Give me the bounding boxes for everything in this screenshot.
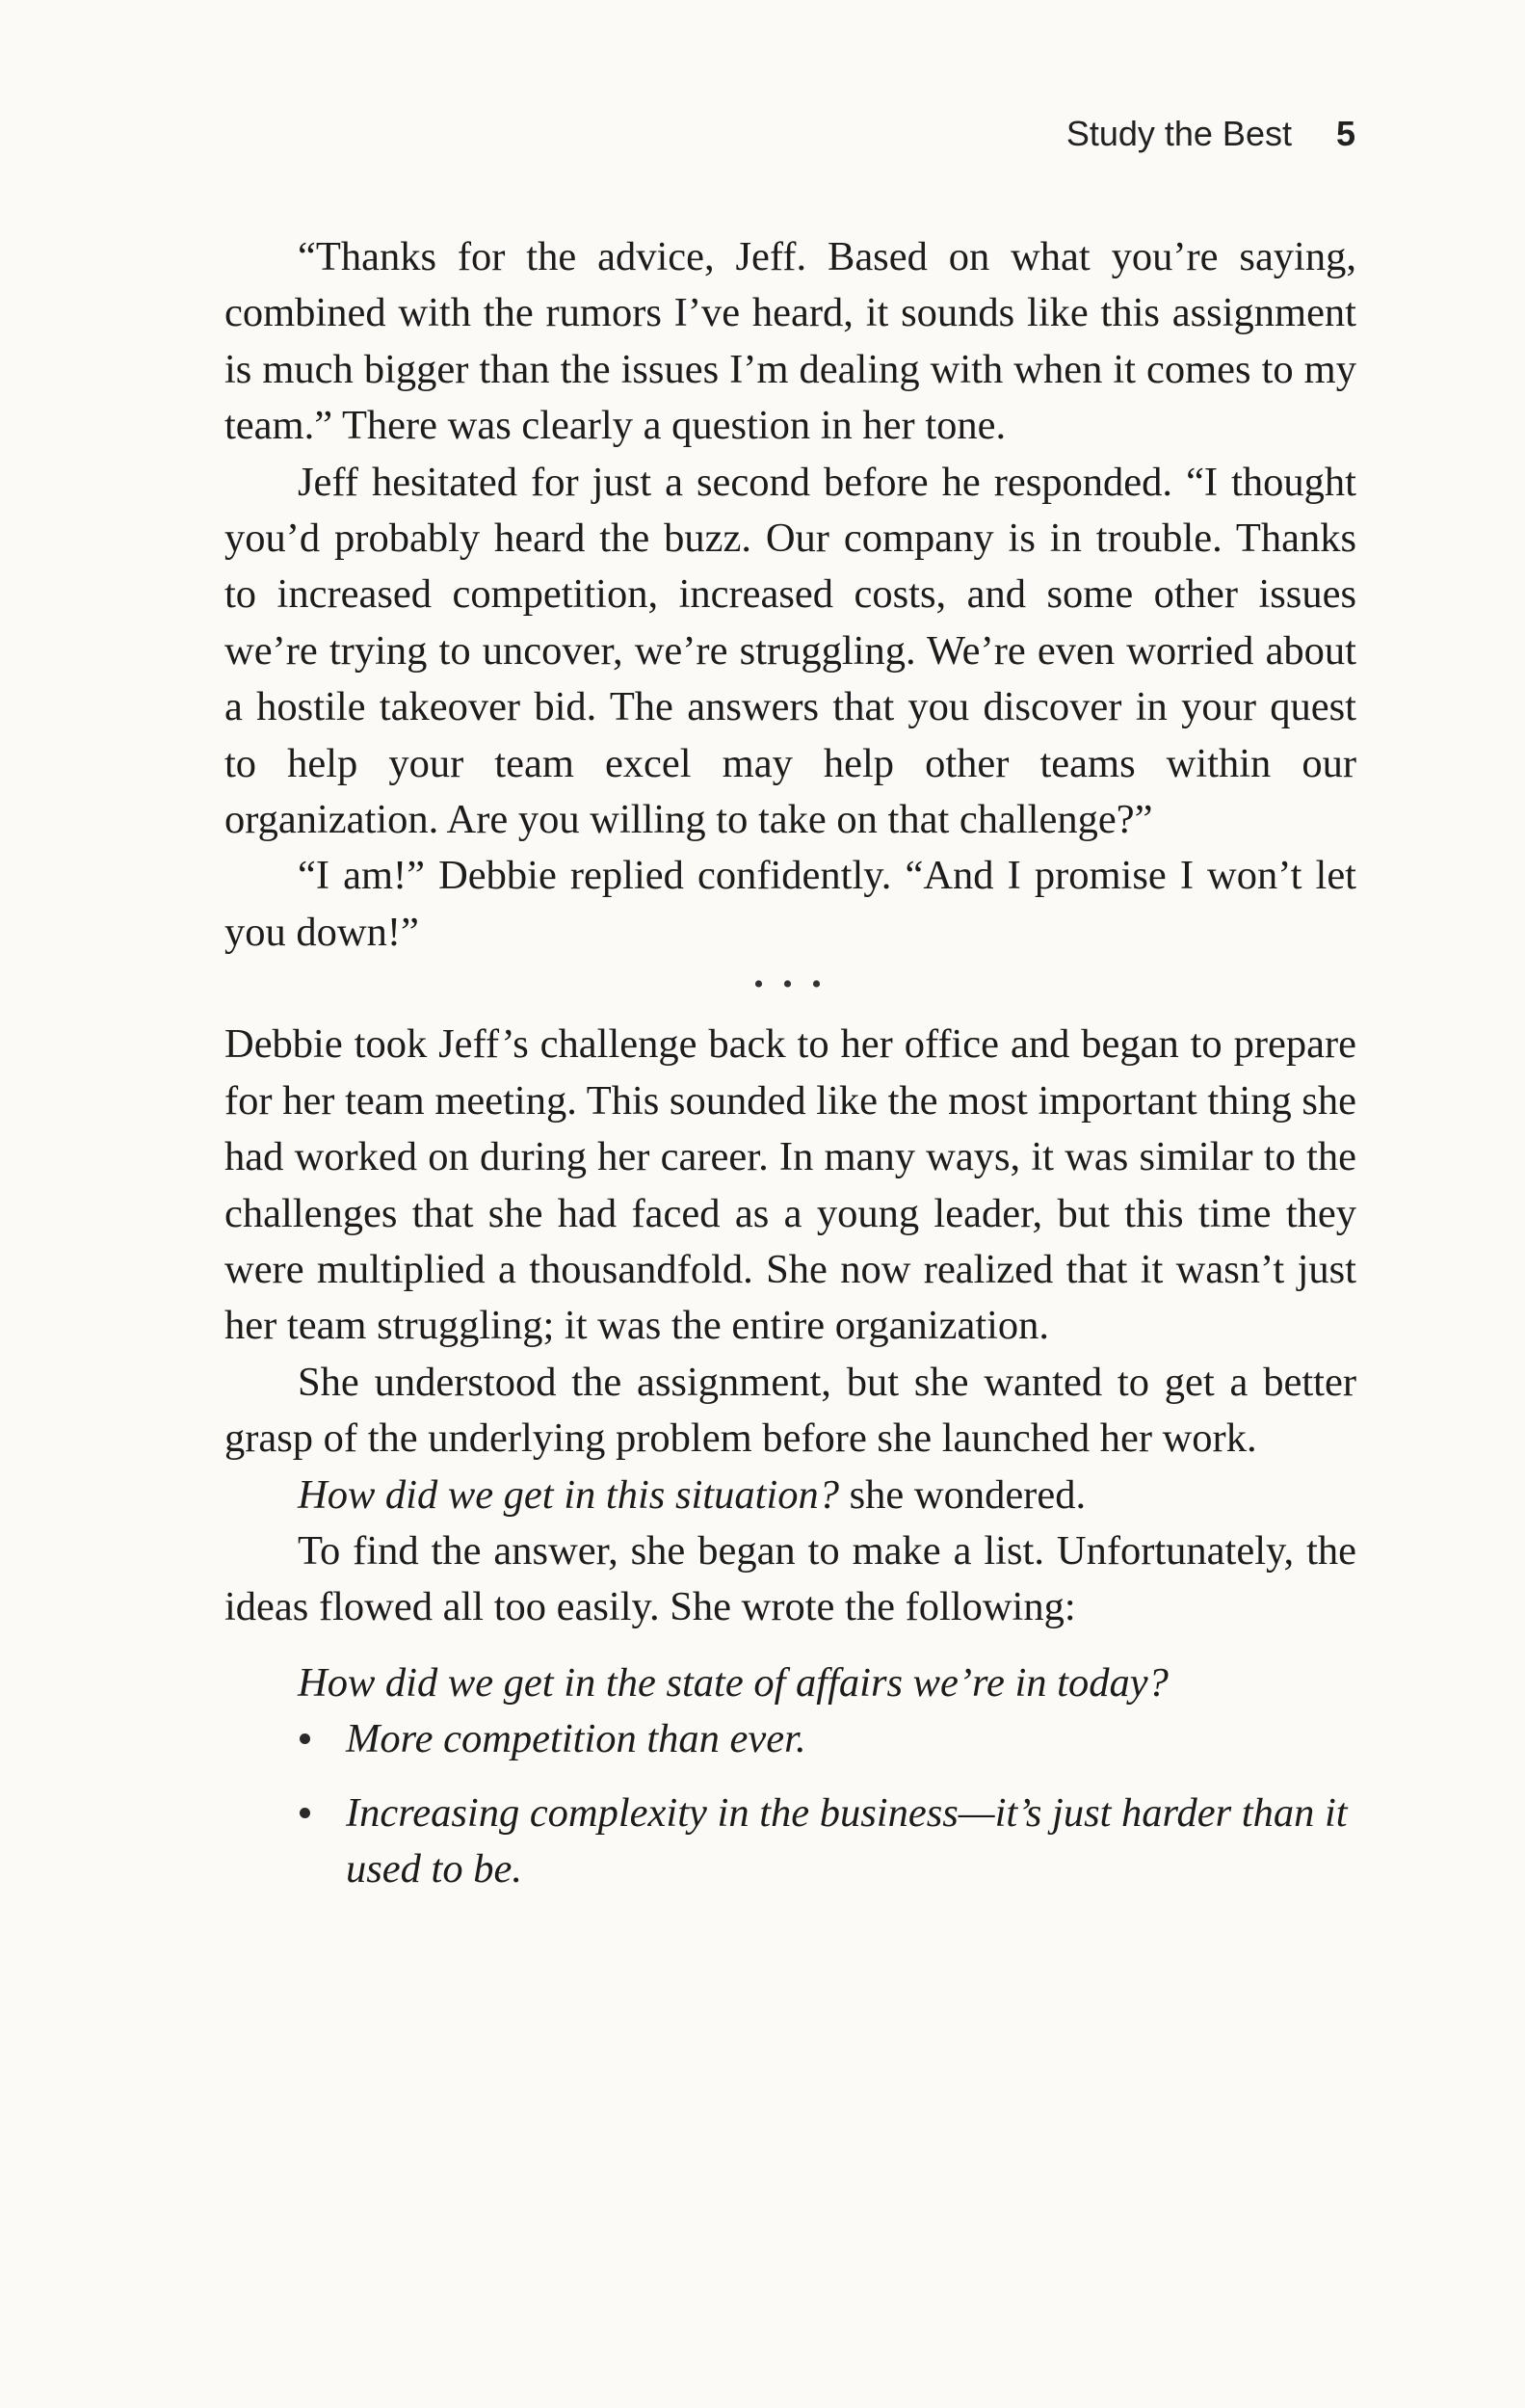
paragraph: To find the answer, she began to make a list. Unfortunately, the ideas flowed all too easily. She wrote the following: [224,1527,1356,1630]
bullet-list [298,1711,1356,1897]
page-number: 5 [1335,114,1355,153]
italic-question: How did we get in this situation? [298,1471,839,1518]
list-block [224,1655,1356,1898]
bullet-icon [300,1808,310,1818]
body-text [224,229,1356,1915]
section-break: • • • [753,968,828,1001]
paragraph: “I am!” Debbie replied confidently. “And I promise I won’t let you down!” [224,853,1356,955]
paragraph: She understood the assignment, but she wanted to get a better grasp of the underlying problem before she launched her work. [224,1359,1356,1462]
paragraph: Debbie took Jeff’s challenge back to her office and began to prepare for her team meeting. This sounded like the most important thing she had worked on during her career. In many ways, it was similar to the challenges that she had faced as a young leader, but this time they were multiplied a thousandfold. She now realized that it wasn’t just her team struggling; it was the entire organization. [224,1021,1356,1349]
paragraph [224,1468,1356,1523]
list-item-text: More competition than ever. [346,1716,806,1762]
paragraph-tail: she wondered. [838,1471,1087,1518]
running-title: Study the Best [1065,114,1292,153]
running-head [1066,114,1355,154]
list-item-text: Increasing complexity in the business—it’s just harder than it used to be. [346,1789,1348,1892]
list-heading: How did we get in the state of affairs we’re in today? [298,1659,1169,1706]
paragraph: “Thanks for the advice, Jeff. Based on what you’re saying, combined with the rumors I’ve heard, it sounds like this assignment is much bigger than the issues I’m dealing with when it comes to my team.” There was clearly a question in her tone. [224,234,1356,449]
list-item [298,1786,1356,1898]
list-item [298,1711,1356,1767]
paragraph: Jeff hesitated for just a second before he responded. “I thought you’d probably heard the buzz. Our company is in trouble. Thanks to increased competition, increased costs, and some other issues we’re trying to uncover, we’re struggling. We’re even worried about a hostile takeover bid. The answers that you discover in your quest to help your team excel may help other teams within our organization. Are you willing to take on that challenge?” [224,459,1356,843]
bullet-icon [300,1733,310,1744]
